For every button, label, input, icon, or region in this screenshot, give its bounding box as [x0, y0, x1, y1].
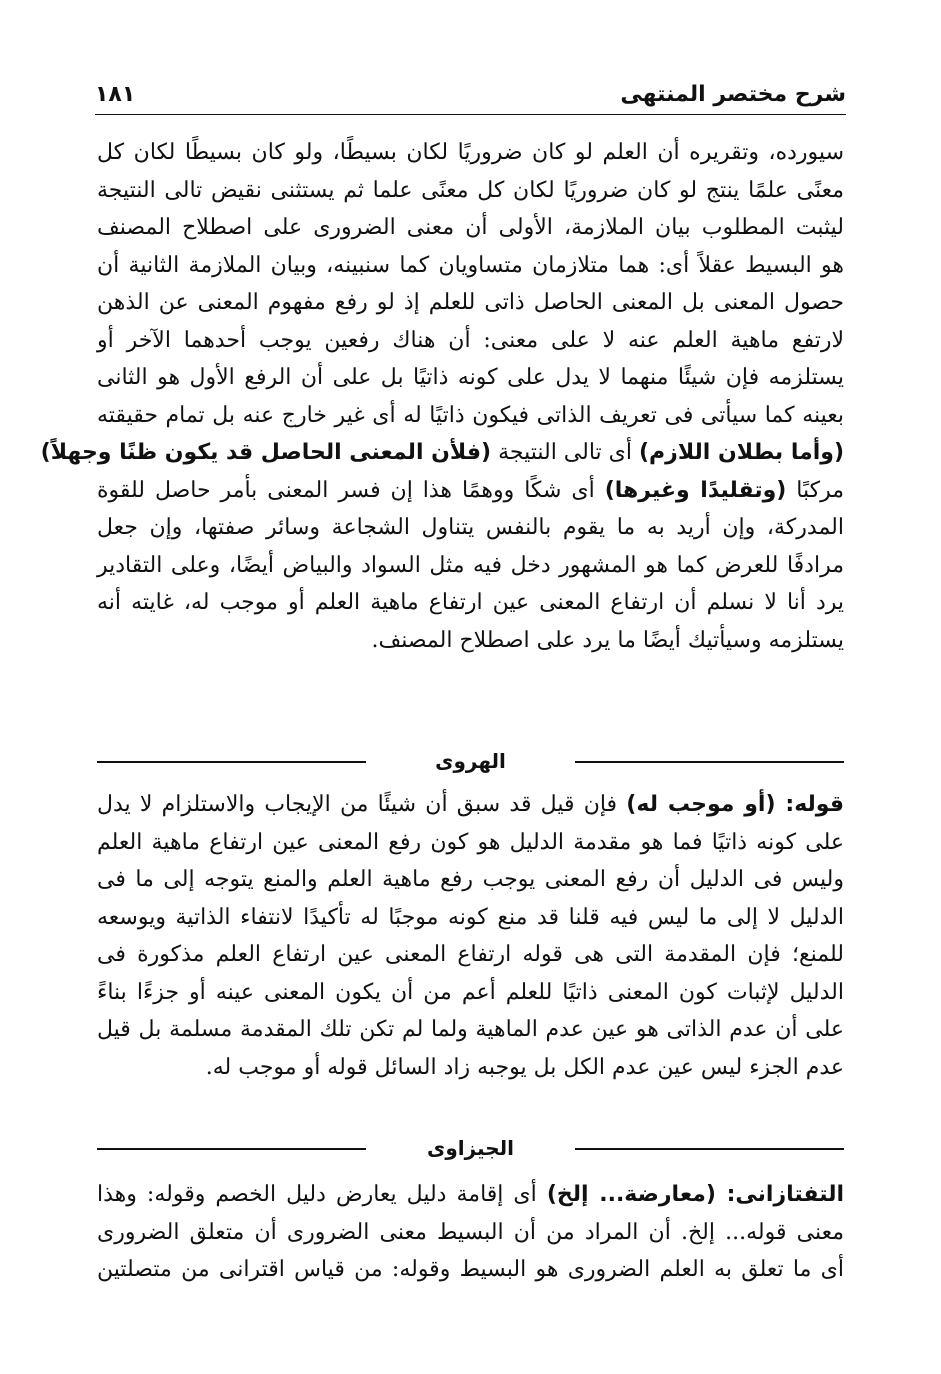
text-line	[97, 786, 844, 824]
text-line: المدركة، وإن أريد به ما يقوم بالنفس يتناول الشجاعة وسائر صفتها، وإن جعل	[97, 515, 844, 540]
text-line: ليثبت المطلوب بيان الملازمة، الأولى أن معنى الضرورى على اصطلاح المصنف	[97, 215, 844, 240]
commentary-text: فإن قيل قد سبق أن شيئًا من الإيجاب والاستلزام لا يدل	[97, 792, 627, 817]
commentary-text: أى تالى النتيجة	[491, 440, 639, 465]
text-line: يستلزمه وسيأتيك أيضًا ما يرد على اصطلاح المصنف.	[371, 627, 844, 653]
section-heading: الجيزاوى	[426, 1136, 514, 1160]
text-line: يرد أنا لا نسلم أن ارتفاع المعنى عين ارتفاع ماهية العلم أو موجب له، غايته أنه	[97, 590, 844, 615]
quoted-text: (وتقليدًا وغيرها)	[604, 477, 787, 503]
running-title: شرح مختصر المنتهى	[620, 82, 846, 107]
text-line: مرادفًا للعرض كما هو المشهور دخل فيه مثل السواد والبياض أيضًا، وعلى التقادير	[97, 552, 844, 578]
text-line: حصول المعنى بل المعنى الحاصل ذاتى للعلم إذ لو رفع مفهوم المعنى عن الذهن	[97, 290, 844, 315]
quoted-text: (فلأن المعنى الحاصل قد يكون ظنًا وجهلاً)	[40, 440, 492, 465]
text-line: وليس فى الدليل أن رفع المعنى يوجب رفع ماهية العلم والمنع يتوجه إلى ما فى	[97, 867, 844, 892]
commentary-text: أى شكًا ووهمًا هذا إن فسر المعنى بأمر حاصل للقوة	[97, 477, 605, 503]
text-line: هو البسيط عقلاً أى: هما متلازمان متساويان كما سنبينه، وبيان الملازمة الثانية أن	[97, 252, 844, 278]
jizawi-gloss	[97, 1176, 844, 1289]
section-divider-jizawi	[97, 1133, 844, 1163]
page-header	[95, 80, 846, 115]
text-line	[97, 1176, 844, 1214]
text-line: على كونه ذاتيًا فما هو مقدمة الدليل هو كون رفع المعنى عين ارتفاع ماهية العلم	[97, 829, 844, 855]
text-line: للمنع؛ فإن المقدمة التى هى قوله ارتفاع المعنى عين ارتفاع العلم مذكورة فى	[97, 942, 844, 967]
text-line: سيورده، وتقريره أن العلم لو كان ضروريًا لكان بسيطًا، ولو كان بسيطًا لكان كل	[97, 140, 844, 165]
text-line: لارتفع ماهية العلم عنه لا على معنى: أن هناك رفعين يوجب أحدهما الآخر أو	[97, 327, 844, 353]
text-line: على أن عدم الذاتى هو عين عدم الماهية ولما لم تكن تلك المقدمة مسلمة بل قيل	[97, 1017, 844, 1042]
quoted-text: قوله: (أو موجب له)	[626, 792, 845, 817]
text-line: معنى قوله... إلخ. أن المراد من أن البسيط معنى الضرورى أن متعلق الضرورى	[97, 1219, 844, 1245]
section-divider-harawi	[97, 746, 844, 776]
commentary-text: أى إقامة دليل يعارض دليل الخصم وقوله: وهذا	[97, 1182, 547, 1207]
text-line: الدليل لا إلى ما ليس فيه قلنا قد منع كونه موجبًا له تأكيدًا لانتفاء الذاتية ويوسعه	[97, 904, 844, 930]
harawi-gloss	[97, 786, 844, 1086]
text-line	[97, 472, 844, 510]
quoted-text: التفتازانى: (معارضة... إلخ)	[546, 1182, 844, 1207]
main-commentary	[40, 134, 844, 659]
commentary-text: مركبًا	[786, 477, 844, 503]
divider-rule	[97, 1148, 366, 1150]
quoted-text: (وأما بطلان اللازم)	[639, 440, 844, 465]
text-line: يستلزمه فإن شيئًا منهما لا يدل على كونه ذاتيًا بل على أن الرفع الأول هو الثانى	[97, 365, 844, 390]
text-line	[40, 434, 844, 472]
divider-rule	[97, 761, 366, 763]
text-line: الدليل لإثبات كون المعنى ذاتيًا للعلم أعم من أن يكون المعنى عينه أو جزءًا بناءً	[97, 979, 844, 1005]
page-number: ١٨١	[95, 82, 136, 107]
text-line: عدم الجزء ليس عين عدم الكل بل يوجبه زاد السائل قوله أو موجب له.	[205, 1054, 844, 1080]
section-heading: الهروى	[435, 749, 506, 773]
text-line: أى ما تعلق به العلم الضرورى هو البسيط وقوله: من قياس اقترانى من متصلتين	[97, 1257, 844, 1282]
text-line: بعينه كما سيأتى فى تعريف الذاتى فيكون ذاتيًا له أى غير خارج عنه بل تمام حقيقته	[97, 402, 844, 428]
text-line: معنًى علمًا ينتج لو كان ضروريًا لكان كل معنًى علما ثم يستثنى نقيض تالى النتيجة	[97, 177, 844, 203]
